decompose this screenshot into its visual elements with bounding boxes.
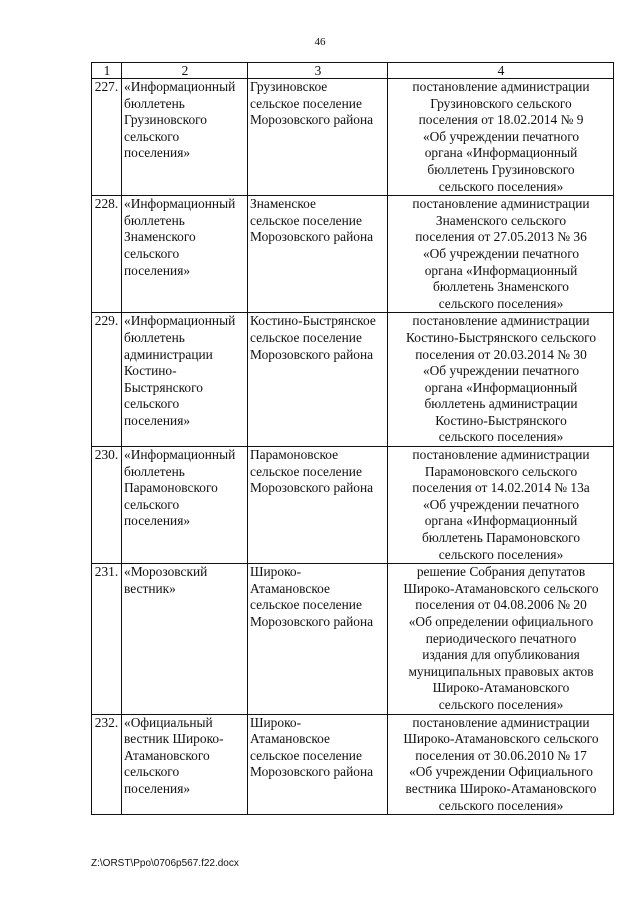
cell-text-line: Костино-Быстрянского сельского	[405, 329, 597, 345]
cell-text-line: Атамановского	[124, 747, 210, 763]
legal-act-cell	[388, 196, 614, 313]
cell-text-line: Костино-Быстрянское	[250, 313, 376, 329]
legal-act-cell	[388, 564, 614, 714]
cell-text-line: Грузиновского	[124, 112, 207, 128]
cell-text-line: вестник»	[124, 580, 176, 596]
table-row	[92, 313, 614, 447]
cell-text-line: Парамоновское	[250, 447, 339, 463]
cell-text-line: Широко-Атамановского сельского	[403, 731, 599, 747]
cell-text-line: Атамановское	[250, 731, 330, 747]
periodical-name-cell	[122, 313, 248, 447]
cell-text-line: постановление администрации	[412, 196, 590, 212]
cell-text-line: поселения от 30.06.2010 № 17	[415, 747, 587, 763]
cell-text-line: периодического печатного	[425, 630, 577, 646]
cell-text-line: Морозовского района	[250, 346, 374, 362]
cell-text-line: постановление администрации	[412, 79, 590, 94]
cell-text-line: поселения от 04.08.2006 № 20	[415, 597, 587, 613]
cell-text-line: сельское поселение	[250, 95, 362, 111]
periodical-name-cell	[122, 447, 248, 564]
cell-text-line: постановление администрации	[412, 313, 590, 329]
periodical-name-cell	[122, 79, 248, 196]
cell-text-line: органа «Информационный	[424, 379, 578, 395]
settlement-cell	[248, 196, 388, 313]
registry-table	[91, 62, 614, 815]
table-body	[92, 79, 614, 815]
cell-text-line: бюллетень	[124, 463, 185, 479]
cell-text-line: сельское поселение	[250, 329, 362, 345]
row-number-cell: 228.	[92, 196, 122, 313]
cell-text-line: «Об учреждении печатного	[422, 128, 580, 144]
legal-act-cell	[388, 714, 614, 815]
cell-text-line: «Официальный	[124, 714, 213, 730]
cell-text-line: сельское поселение	[250, 463, 362, 479]
settlement-cell	[248, 564, 388, 714]
row-number-cell: 230.	[92, 447, 122, 564]
cell-text-line: Морозовского района	[250, 764, 374, 780]
cell-text-line: «Информационный	[124, 196, 236, 212]
cell-text-line: «Об учреждении печатного	[422, 363, 580, 379]
cell-text-line: поселения от 18.02.2014 № 9	[418, 112, 584, 128]
cell-text-line: Морозовского района	[250, 112, 374, 128]
page-number: 46	[314, 36, 326, 48]
table-row	[92, 79, 614, 196]
row-number-cell: 227.	[92, 79, 122, 196]
cell-text-line: сельского	[124, 396, 180, 412]
cell-text-line: сельского	[124, 128, 180, 144]
cell-text-line: администрации	[124, 346, 213, 362]
cell-text-line: Морозовского района	[250, 614, 374, 629]
cell-text-line: постановление администрации	[412, 447, 590, 463]
table-row	[92, 447, 614, 564]
cell-text-line: сельское поселение	[250, 747, 362, 763]
cell-text-line: поселения»	[124, 145, 191, 161]
cell-text-line: сельского поселения»	[438, 178, 564, 194]
cell-text-line: поселения»	[124, 262, 191, 278]
cell-text-line: органа «Информационный	[424, 513, 578, 529]
settlement-cell	[248, 447, 388, 564]
cell-text-line: Морозовского района	[250, 480, 374, 496]
cell-text-line: бюллетень	[124, 212, 185, 228]
cell-text-line: «Информационный	[124, 313, 236, 329]
cell-text-line: вестник Широко-	[124, 731, 224, 747]
table-row	[92, 564, 614, 714]
settlement-cell	[248, 79, 388, 196]
cell-text-line: Парамоновского	[124, 480, 218, 496]
cell-text-line: «Об определении официального	[408, 614, 594, 629]
cell-text-line: сельского поселения»	[438, 797, 564, 813]
cell-text-line: Костино-	[124, 363, 177, 379]
column-header-2: 2	[122, 63, 248, 79]
cell-text-line: «Об учреждении печатного	[422, 245, 580, 261]
cell-text-line: Морозовского района	[250, 229, 374, 245]
cell-text-line: «Об учреждении печатного	[422, 496, 580, 512]
cell-text-line: сельского поселения»	[438, 696, 564, 712]
table-row	[92, 196, 614, 313]
periodical-name-cell	[122, 564, 248, 714]
cell-text-line: Широко-Атамановского сельского	[403, 580, 599, 596]
periodical-name-cell	[122, 196, 248, 313]
cell-text-line: Парамоновского сельского	[424, 463, 578, 479]
cell-text-line: Грузиновское	[250, 79, 328, 94]
cell-text-line: поселения»	[124, 513, 191, 529]
cell-text-line: органа «Информационный	[424, 262, 578, 278]
cell-text-line: Знаменское	[250, 196, 316, 212]
cell-text-line: сельского	[124, 496, 180, 512]
cell-text-line: сельского	[124, 245, 180, 261]
cell-text-line: Широко-Атамановского	[432, 680, 570, 696]
header-row	[92, 63, 614, 79]
column-header-1: 1	[92, 63, 122, 79]
file-path-footer: Z:\ORST\Ppo\0706p567.f22.docx	[91, 858, 239, 869]
cell-text-line: Быстрянского	[124, 379, 203, 395]
cell-text-line: постановление администрации	[412, 714, 590, 730]
cell-text-line: сельского поселения»	[438, 295, 564, 311]
cell-text-line: бюллетень Грузиновского	[427, 161, 575, 177]
cell-text-line: вестника Широко-Атамановского	[405, 780, 597, 796]
cell-text-line: сельского поселения»	[438, 429, 564, 445]
cell-text-line: Знаменского	[124, 229, 196, 245]
cell-text-line: поселения»	[124, 780, 191, 796]
cell-text-line: бюллетень администрации	[424, 396, 578, 412]
periodical-name-cell	[122, 714, 248, 815]
row-number-cell: 229.	[92, 313, 122, 447]
cell-text-line: Широко-	[250, 564, 302, 580]
cell-text-line: бюллетень Знаменского	[433, 279, 569, 295]
cell-text-line: поселения от 20.03.2014 № 30	[415, 346, 587, 362]
cell-text-line: поселения от 27.05.2013 № 36	[415, 229, 587, 245]
cell-text-line: Грузиновского сельского	[430, 95, 572, 111]
row-number-cell: 231.	[92, 564, 122, 714]
table-row	[92, 714, 614, 815]
legal-act-cell	[388, 313, 614, 447]
cell-text-line: «Информационный	[124, 79, 236, 94]
row-number-cell: 232.	[92, 714, 122, 815]
cell-text-line: «Морозовский	[124, 564, 208, 580]
cell-text-line: издания для опубликования	[422, 647, 580, 663]
settlement-cell	[248, 313, 388, 447]
settlement-cell	[248, 714, 388, 815]
cell-text-line: органа «Информационный	[424, 145, 578, 161]
cell-text-line: Знаменского сельского	[435, 212, 567, 228]
cell-text-line: «Информационный	[124, 447, 236, 463]
cell-text-line: поселения»	[124, 412, 191, 428]
legal-act-cell	[388, 79, 614, 196]
column-header-4: 4	[388, 63, 614, 79]
cell-text-line: сельского	[124, 764, 180, 780]
cell-text-line: поселения от 14.02.2014 № 13а	[412, 480, 590, 496]
cell-text-line: муниципальных правовых актов	[408, 663, 594, 679]
cell-text-line: бюллетень	[124, 95, 185, 111]
cell-text-line: сельское поселение	[250, 212, 362, 228]
legal-act-cell	[388, 447, 614, 564]
cell-text-line: Атамановское	[250, 580, 330, 596]
cell-text-line: бюллетень	[124, 329, 185, 345]
column-header-3: 3	[248, 63, 388, 79]
cell-text-line: сельского поселения»	[438, 546, 564, 562]
cell-text-line: решение Собрания депутатов	[416, 564, 586, 580]
cell-text-line: сельское поселение	[250, 597, 362, 613]
cell-text-line: «Об учреждении Официального	[409, 764, 593, 780]
cell-text-line: бюллетень Парамоновского	[421, 530, 581, 546]
cell-text-line: Костино-Быстрянского	[435, 412, 567, 428]
cell-text-line: Широко-	[250, 714, 302, 730]
